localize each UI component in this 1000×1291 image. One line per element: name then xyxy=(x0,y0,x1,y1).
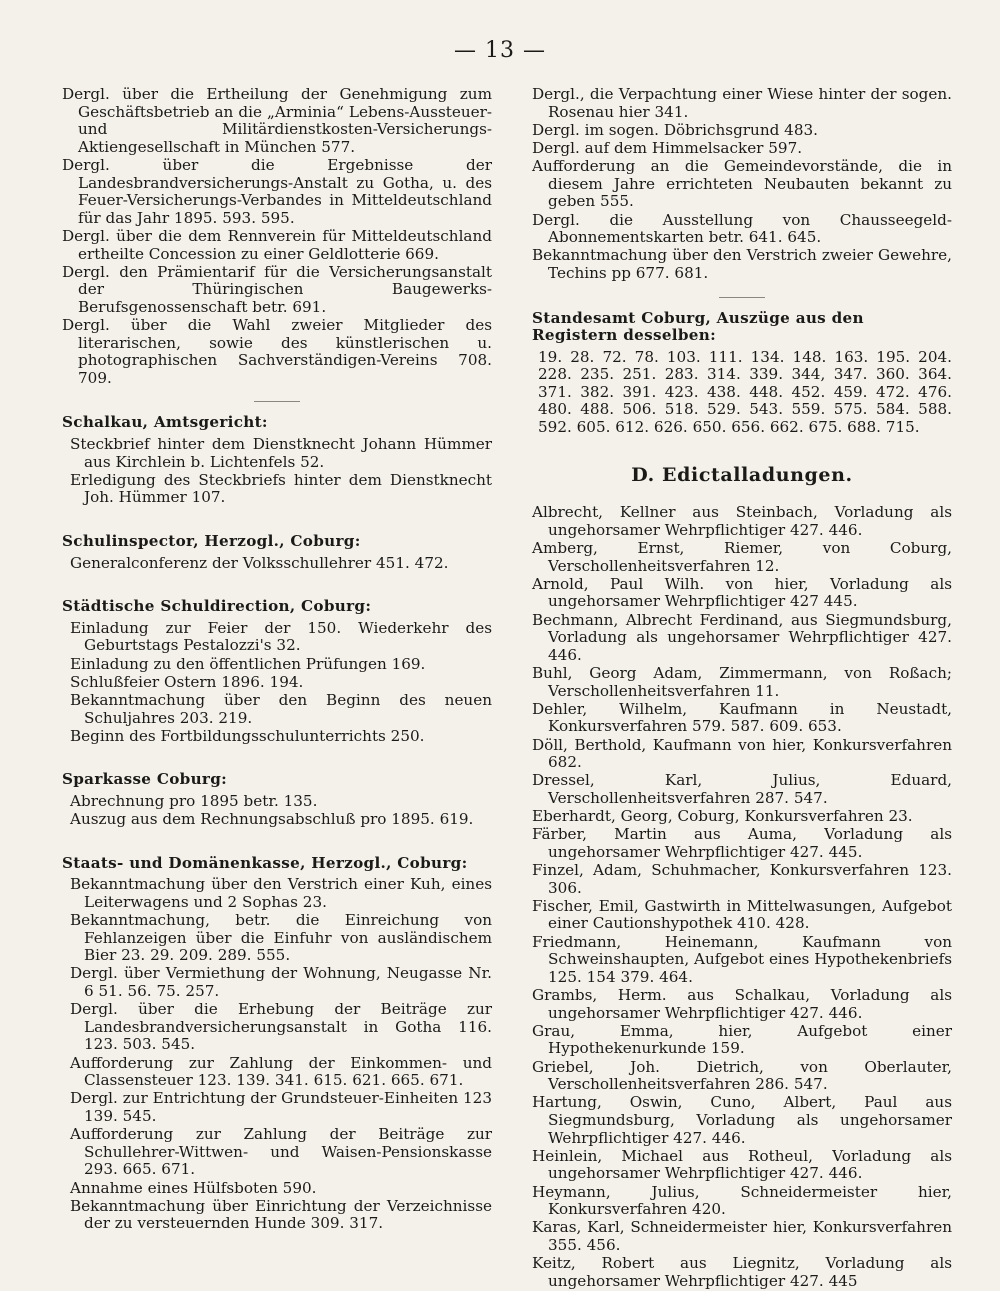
index-entry: Abrechnung pro 1895 betr. 135. xyxy=(70,791,318,810)
divider xyxy=(719,297,765,298)
index-entry: Dergl. den Prämientarif für die Versicherungsanstalt der Thüringischen Baugewerks-Berufsgenossenschaft betr. 691. xyxy=(62,262,492,316)
right-column xyxy=(532,86,952,1291)
section-heading: Standesamt Coburg, Auszüge aus den Registern desselben: xyxy=(532,308,864,345)
index-entry: Dergl. über die dem Rennverein für Mitteldeutschland ertheilte Concession zu einer Geldlotterie 669. xyxy=(62,226,492,263)
index-entry: Grambs, Herm. aus Schalkau, Vorladung als ungehorsamer Wehrpflichtiger 427. 446. xyxy=(532,986,952,1022)
index-entry: Arnold, Paul Wilh. von hier, Vorladung als ungehorsamer Wehrpflichtiger 427 445. xyxy=(532,574,952,611)
index-entry: Dergl. im sogen. Döbrichsgrund 483. xyxy=(532,120,818,139)
section-heading: Städtische Schuldirection, Coburg: xyxy=(62,597,372,616)
index-entry: Keitz, Robert aus Liegnitz, Vorladung als ungehorsamer Wehrpflichtiger 427. 445 xyxy=(532,1254,952,1290)
index-entry: Bekanntmachung, betr. die Einreichung von Fehlanzeigen über die Einfuhr von ausländischem Bier 23. 29. 209. 289. 555. xyxy=(70,911,492,965)
index-entry: Aufforderung zur Zahlung der Beiträge zur Schullehrer-Wittwen- und Waisen-Pensionskasse 293. 665. 671. xyxy=(70,1125,492,1179)
index-entry: Dehler, Wilhelm, Kaufmann in Neustadt, Konkursverfahren 579. 587. 609. 653. xyxy=(532,699,952,736)
section-heading: Staats- und Domänenkasse, Herzogl., Coburg: xyxy=(62,853,468,872)
index-entry: Fischer, Emil, Gastwirth in Mittelwasungen, Aufgebot einer Cautionshypothek 410. 428. xyxy=(532,896,952,933)
index-entry: Dressel, Karl, Julius, Eduard, Verschollenheitsverfahren 287. 547. xyxy=(532,771,952,807)
index-entry: Dergl. über die Wahl zweier Mitglieder des literarischen, sowie des künstlerischen u. photographischen Sachverständigen-Vereins 708. 709. xyxy=(62,316,492,387)
index-entry: Auszug aus dem Rechnungsabschluß pro 1895. 619. xyxy=(70,810,474,829)
index-entry: Griebel, Joh. Dietrich, von Oberlauter, Verschollenheitsverfahren 286. 547. xyxy=(532,1057,952,1094)
index-entry: Dergl., die Verpachtung einer Wiese hinter der sogen. Rosenau hier 341. xyxy=(532,85,952,121)
index-entry: Eberhardt, Georg, Coburg, Konkursverfahren 23. xyxy=(532,807,913,826)
index-entry: Dergl. über die Ertheilung der Genehmigung zum Geschäftsbetrieb an die „Arminia“ Lebens-Aussteuer- und Militärdienstkosten-Versicherungs-Aktiengesellschaft in München 577. xyxy=(62,85,492,156)
index-entry: Finzel, Adam, Schuhmacher, Konkursverfahren 123. 306. xyxy=(532,861,952,897)
index-entry: Grau, Emma, hier, Aufgebot einer Hypothekenurkunde 159. xyxy=(532,1021,952,1058)
left-column xyxy=(62,86,492,1234)
index-entry: Aufforderung zur Zahlung der Einkommen- und Classensteuer 123. 139. 341. 615. 621. 665. 671. xyxy=(70,1053,492,1090)
index-entry: Dergl. zur Entrichtung der Grundsteuer-Einheiten 123 139. 545. xyxy=(70,1089,492,1125)
index-entry: Albrecht, Kellner aus Steinbach, Vorladung als ungehorsamer Wehrpflichtiger 427. 446. xyxy=(532,503,952,539)
index-entry: Friedmann, Heinemann, Kaufmann von Schweinshaupten, Aufgebot eines Hypothekenbriefs 125. 154 379. 464. xyxy=(532,932,952,986)
index-entry: Bechmann, Albrecht Ferdinand, aus Siegmundsburg, Vorladung als ungehorsamer Wehrpflichtiger 427. 446. xyxy=(532,610,952,664)
index-entry: Heymann, Julius, Schneidermeister hier, Konkursverfahren 420. xyxy=(532,1182,952,1219)
index-entry: Färber, Martin aus Auma, Vorladung als ungehorsamer Wehrpflichtiger 427. 445. xyxy=(532,825,952,861)
index-entry: Buhl, Georg Adam, Zimmermann, von Roßach; Verschollenheitsverfahren 11. xyxy=(532,663,952,700)
index-entry: Heinlein, Michael aus Rotheul, Vorladung als ungehorsamer Wehrpflichtiger 427. 446. xyxy=(532,1146,952,1183)
index-entry: Schlußfeier Ostern 1896. 194. xyxy=(70,672,304,691)
index-entry: Hartung, Oswin, Cuno, Albert, Paul aus Siegmundsburg, Vorladung als ungehorsamer Wehrpflichtiger 427. 446. xyxy=(532,1093,952,1147)
index-entry: Beginn des Fortbildungsschulunterrichts 250. xyxy=(70,726,425,745)
index-entry: Annahme eines Hülfsboten 590. xyxy=(70,1178,317,1197)
register-numbers: 19. 28. 72. 78. 103. 111. 134. 148. 163. 195. 204. 228. 235. 251. 283. 314. 339. 344, 347. 360. 364. 371. 382. 391. 423. 438. 448. 452. 459. 472. 476. 480. 488. 506. 518. 529. 543. 559. 575. 584. 588. 592. 605. 612. 626. 650. 656. 662. 675. 688. 715. xyxy=(538,347,952,437)
index-entry: Bekanntmachung über den Verstrich einer Kuh, eines Leiterwagens und 2 Sophas 23. xyxy=(70,875,492,911)
index-entry: Dergl. die Ausstellung von Chausseegeld-Abonnementskarten betr. 641. 645. xyxy=(532,210,952,247)
index-entry: Amberg, Ernst, Riemer, von Coburg, Verschollenheitsverfahren 12. xyxy=(532,539,952,575)
index-entry: Aufforderung an die Gemeindevorstände, die in diesem Jahre errichteten Neubauten bekannt zu geben 555. xyxy=(532,157,952,211)
index-entry: Dergl. über Vermiethung der Wohnung, Neugasse Nr. 6 51. 56. 75. 257. xyxy=(70,964,492,1001)
index-entry: Generalconferenz der Volksschullehrer 451. 472. xyxy=(70,553,449,572)
index-entry: Bekanntmachung über Einrichtung der Verzeichnisse der zu versteuernden Hunde 309. 317. xyxy=(70,1196,492,1233)
section-heading: Sparkasse Coburg: xyxy=(62,770,228,789)
index-entry: Dergl. über die Ergebnisse der Landesbrandversicherungs-Anstalt zu Gotha, u. des Feuer-Versicherungs-Verbandes in Mitteldeutschland für das Jahr 1895. 593. 595. xyxy=(62,155,492,227)
section-title: D. Edictalladungen. xyxy=(631,463,853,486)
index-entry: Karas, Karl, Schneidermeister hier, Konkursverfahren 355. 456. xyxy=(532,1218,952,1254)
section-heading: Schalkau, Amtsgericht: xyxy=(62,413,268,432)
index-entry: Bekanntmachung über den Verstrich zweier Gewehre, Techins pp 677. 681. xyxy=(532,246,952,282)
section-heading: Schulinspector, Herzogl., Coburg: xyxy=(62,532,361,551)
index-entry: Bekanntmachung über den Beginn des neuen Schuljahres 203. 219. xyxy=(70,690,492,727)
index-entry: Einladung zur Feier der 150. Wiederkehr des Geburtstags Pestalozzi's 32. xyxy=(70,618,492,655)
page-number: — 13 — xyxy=(454,38,546,63)
index-entry: Döll, Berthold, Kaufmann von hier, Konkursverfahren 682. xyxy=(532,735,952,772)
index-entry: Dergl. auf dem Himmelsacker 597. xyxy=(532,138,803,157)
divider xyxy=(254,401,300,402)
index-entry: Steckbrief hinter dem Dienstknecht Johann Hümmer aus Kirchlein b. Lichtenfels 52. xyxy=(70,435,492,471)
index-entry: Einladung zu den öffentlichen Prüfungen 169. xyxy=(70,654,426,673)
index-entry: Erledigung des Steckbriefs hinter dem Dienstknecht Joh. Hümmer 107. xyxy=(70,470,492,507)
index-entry: Dergl. über die Erhebung der Beiträge zur Landesbrandversicherungsanstalt in Gotha 116. 123. 503. 545. xyxy=(70,1000,492,1054)
